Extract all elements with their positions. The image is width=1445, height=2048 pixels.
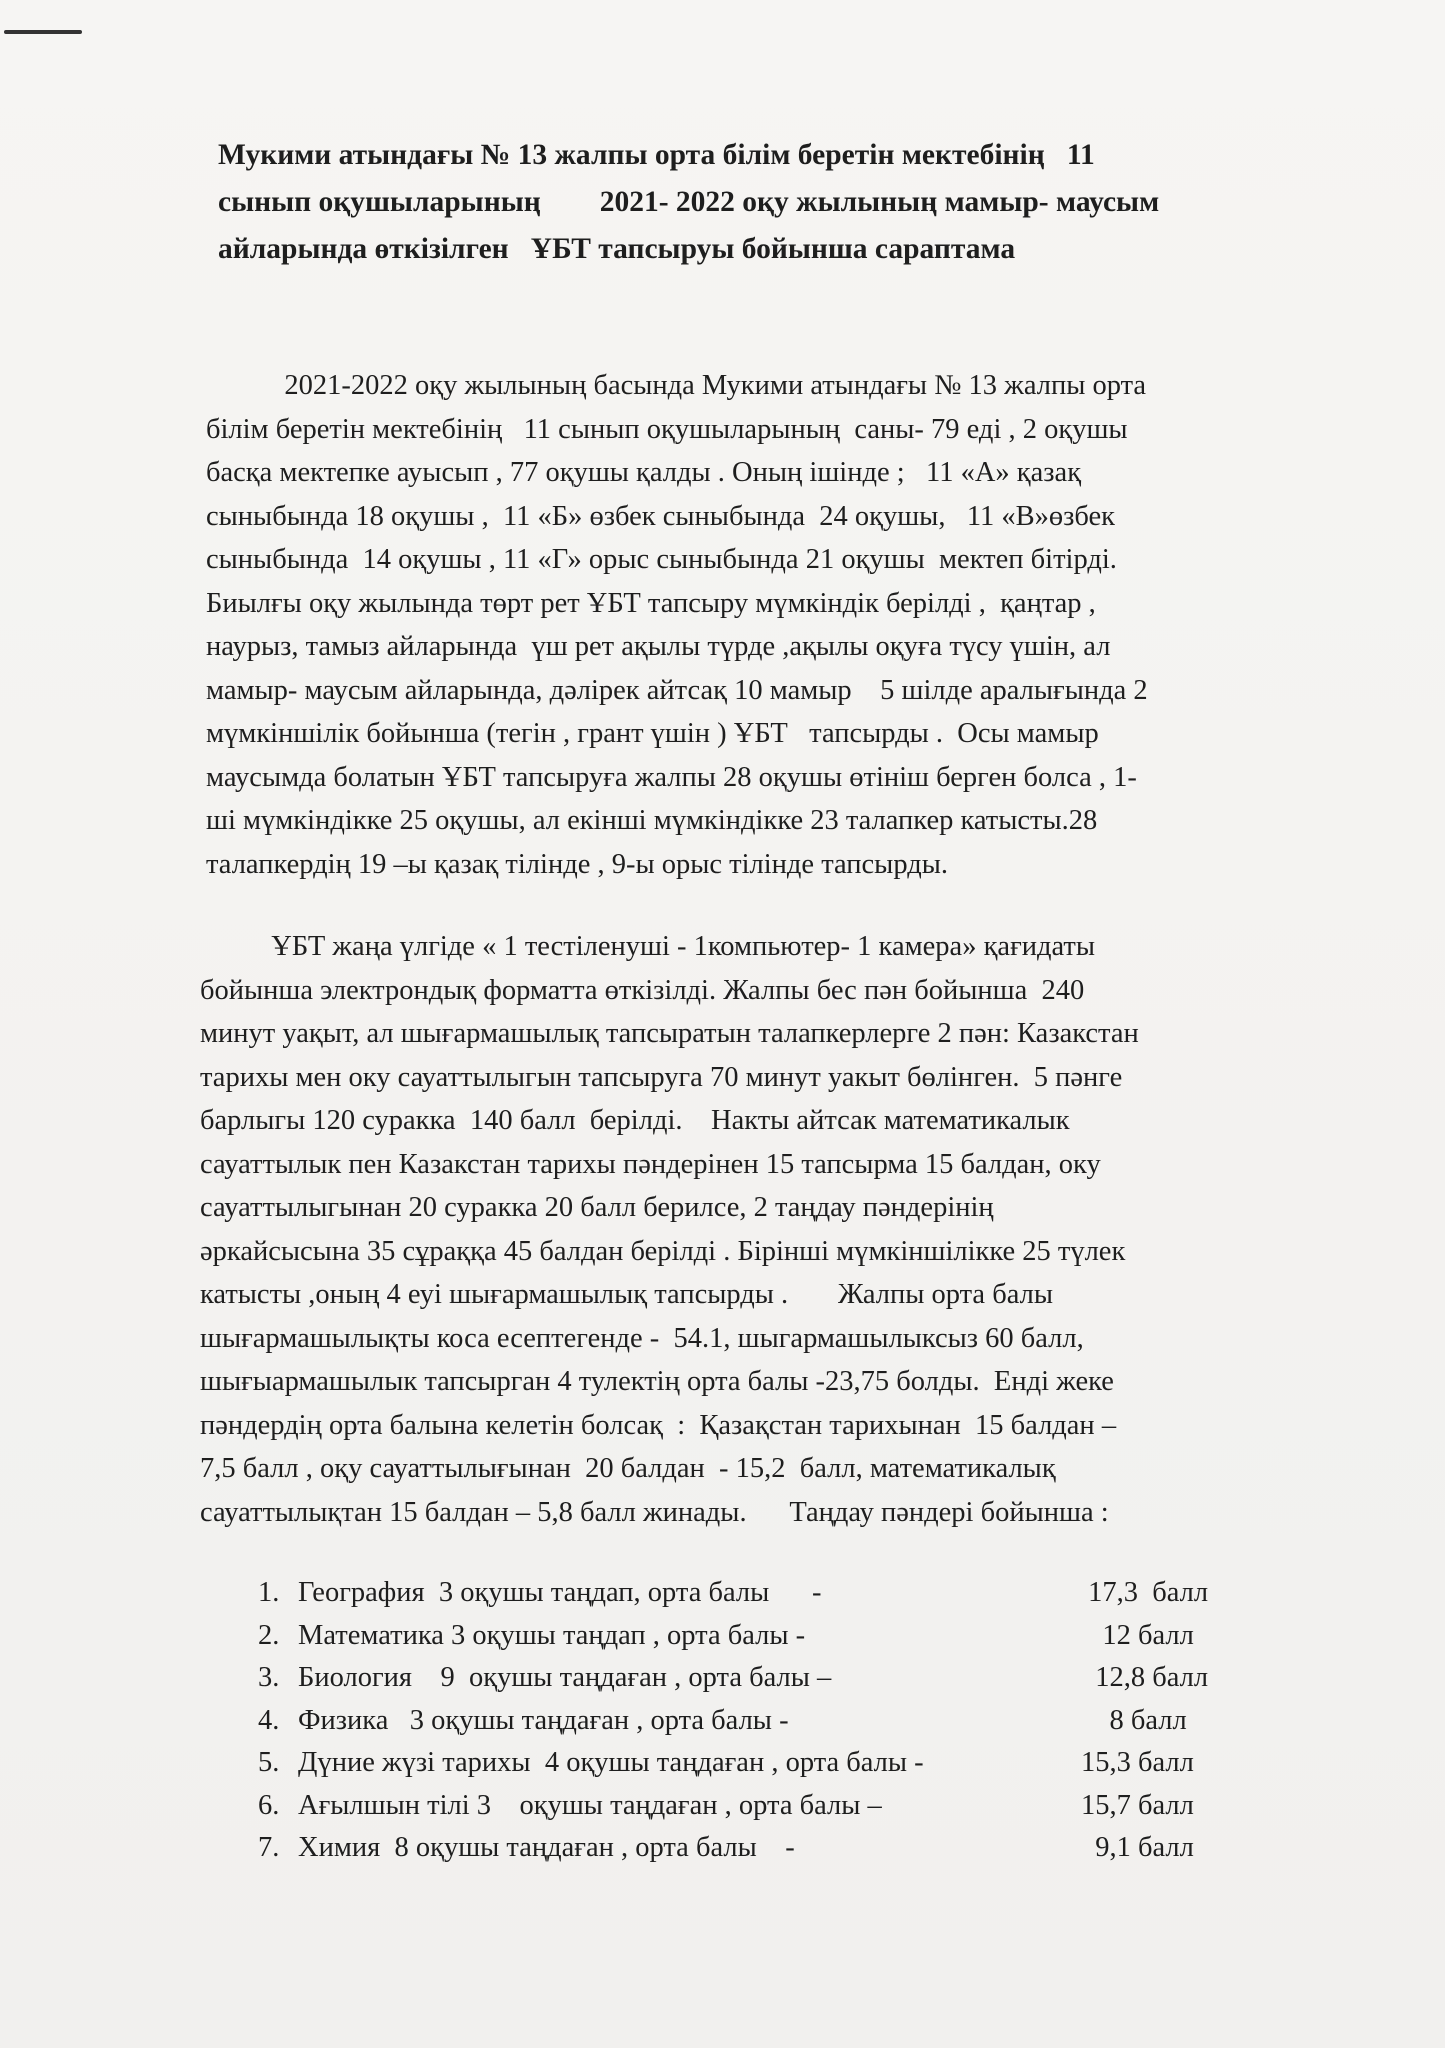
- paragraph-line: барлыгы 120 суракка 140 балл берілді. Накты айтсак математикалык: [200, 1105, 1070, 1136]
- paragraph-line: сауаттылықтан 15 балдан – 5,8 балл жинады. Таңдау пәндері бойынша :: [200, 1496, 1109, 1528]
- item-score: 9,1 балл: [1081, 1832, 1194, 1863]
- item-text: Ағылшын тілі 3 оқушы таңдаған , орта балы –: [298, 1789, 882, 1821]
- item-number: 6.: [258, 1789, 280, 1821]
- paragraph-line: шығармашылықты коса есептегенде - 54.1, шыгармашылыксыз 60 балл,: [200, 1322, 1084, 1354]
- list-item: [258, 1657, 1258, 1700]
- paragraph-line: бойынша электрондық форматта өткізілді. Жалпы бес пән бойынша 240: [200, 974, 1085, 1006]
- paragraph-line: талапкердің 19 –ы қазақ тілінде , 9-ы орыс тілінде тапсырды.: [206, 848, 948, 880]
- paragraph-line: сауаттылыгынан 20 суракка 20 балл берилсе, 2 таңдау пәндерінің: [200, 1192, 994, 1223]
- paragraph-line: пәндердің орта балына келетін болсақ : Қазақстан тарихынан 15 балдан –: [200, 1409, 1117, 1441]
- paragraph-1: [206, 364, 1346, 886]
- title-line: айларында өткізілген ҰБТ тапсыруы бойынша сараптама: [218, 233, 1016, 265]
- paragraph-2: [200, 925, 1340, 1534]
- paragraph-line: тарихы мен оку сауаттылыгын тапсыруга 70 минут уакыт бөлінген. 5 пәнге: [200, 1061, 1123, 1093]
- paragraph-line: ші мүмкіндікке 25 оқушы, ал екінші мүмкіндікке 23 талапкер катысты.28: [206, 805, 1098, 836]
- paragraph-line: ҰБТ жаңа үлгіде « 1 тестіленуші - 1компьютер- 1 камера» қағидаты: [200, 931, 1096, 962]
- title-line: Мукими атындағы № 13 жалпы орта білім беретін мектебінің 11: [218, 139, 1095, 171]
- title-line: сынып оқушыларының 2021- 2022 оқу жылының мамыр- маусым: [218, 186, 1160, 218]
- paragraph-line: минут уақыт, ал шығармашылық тапсыратын талапкерлерге 2 пән: Казакстан: [200, 1018, 1139, 1049]
- paragraph-line: Биылғы оқу жылында төрт рет ҰБТ тапсыру мүмкіндік берілді , қаңтар ,: [206, 587, 1096, 619]
- paragraph-line: мүмкіншілік бойынша (тегін , грант үшін ) ҰБТ тапсырды . Осы мамыр: [206, 718, 1099, 749]
- item-text: Математика 3 оқушы таңдап , орта балы -: [298, 1619, 806, 1651]
- item-number: 4.: [258, 1704, 280, 1736]
- document-title: [218, 132, 1328, 273]
- paragraph-line: катысты ,оның 4 еуі шығармашылық тапсырды . Жалпы орта балы: [200, 1279, 1053, 1310]
- item-score: 17,3 балл: [1081, 1577, 1209, 1608]
- paragraph-line: білім беретін мектебінің 11 сынып оқушыларының саны- 79 еді , 2 оқушы: [206, 413, 1128, 445]
- item-number: 7.: [258, 1832, 280, 1863]
- item-number: 1.: [258, 1577, 280, 1608]
- item-score: 15,7 балл: [1081, 1789, 1194, 1821]
- list-item: [258, 1615, 1258, 1658]
- item-text: Дүние жүзі тарихы 4 оқушы таңдаған , орта балы -: [298, 1747, 924, 1778]
- item-number: 3.: [258, 1662, 280, 1693]
- item-text: Биология 9 оқушы таңдаған , орта балы –: [298, 1662, 832, 1693]
- list-item: [258, 1785, 1258, 1828]
- paragraph-line: басқа мектепке ауысып , 77 оқушы қалды . Оның ішінде ; 11 «А» қазақ: [206, 457, 1082, 488]
- paragraph-line: сауаттылык пен Казакстан тарихы пәндерінен 15 тапсырма 15 балдан, оку: [200, 1148, 1101, 1180]
- paragraph-line: маусымда болатын ҰБТ тапсыруға жалпы 28 оқушы өтініш берген болса , 1-: [206, 761, 1137, 793]
- item-number: 5.: [258, 1747, 280, 1778]
- paragraph-line: 7,5 балл , оқу сауаттылығынан 20 балдан - 15,2 балл, математикалық: [200, 1453, 1056, 1484]
- item-text: Химия 8 оқушы таңдаған , орта балы -: [298, 1832, 795, 1863]
- item-text: Физика 3 оқушы таңдаған , орта балы -: [298, 1704, 789, 1736]
- subjects-list: [258, 1572, 1258, 1870]
- item-score: 12 балл: [1081, 1619, 1194, 1651]
- paragraph-line: сыныбында 18 оқушы , 11 «Б» өзбек сыныбында 24 оқушы, 11 «В»өзбек: [206, 500, 1116, 532]
- list-item: [258, 1827, 1258, 1870]
- paragraph-line: наурыз, тамыз айларында үш рет ақылы түрде ,ақылы оқуға түсу үшін, ал: [206, 631, 1111, 662]
- item-score: 15,3 балл: [1081, 1747, 1194, 1778]
- paragraph-line: 2021-2022 оқу жылының басында Мукими атындағы № 13 жалпы орта: [206, 370, 1147, 401]
- item-text: География 3 оқушы таңдап, орта балы -: [298, 1577, 822, 1608]
- item-score: 12,8 балл: [1081, 1662, 1209, 1693]
- paragraph-line: мамыр- маусым айларында, дәлірек айтсақ 10 мамыр 5 шілде аралығында 2: [206, 674, 1148, 706]
- list-item: [258, 1572, 1258, 1615]
- paragraph-line: әркайсысына 35 сұраққа 45 балдан берілді . Бірінші мүмкіншілікке 25 түлек: [200, 1235, 1126, 1267]
- paragraph-line: сыныбында 14 оқушы , 11 «Г» орыс сыныбында 21 оқушы мектеп бітірді.: [206, 544, 1117, 575]
- item-score: 8 балл: [1081, 1704, 1187, 1736]
- list-item: [258, 1700, 1258, 1743]
- list-item: [258, 1742, 1258, 1785]
- item-number: 2.: [258, 1619, 280, 1651]
- corner-mark: [4, 30, 82, 34]
- paragraph-line: шығыармашылык тапсырган 4 тулектің орта балы -23,75 болды. Енді жеке: [200, 1366, 1114, 1397]
